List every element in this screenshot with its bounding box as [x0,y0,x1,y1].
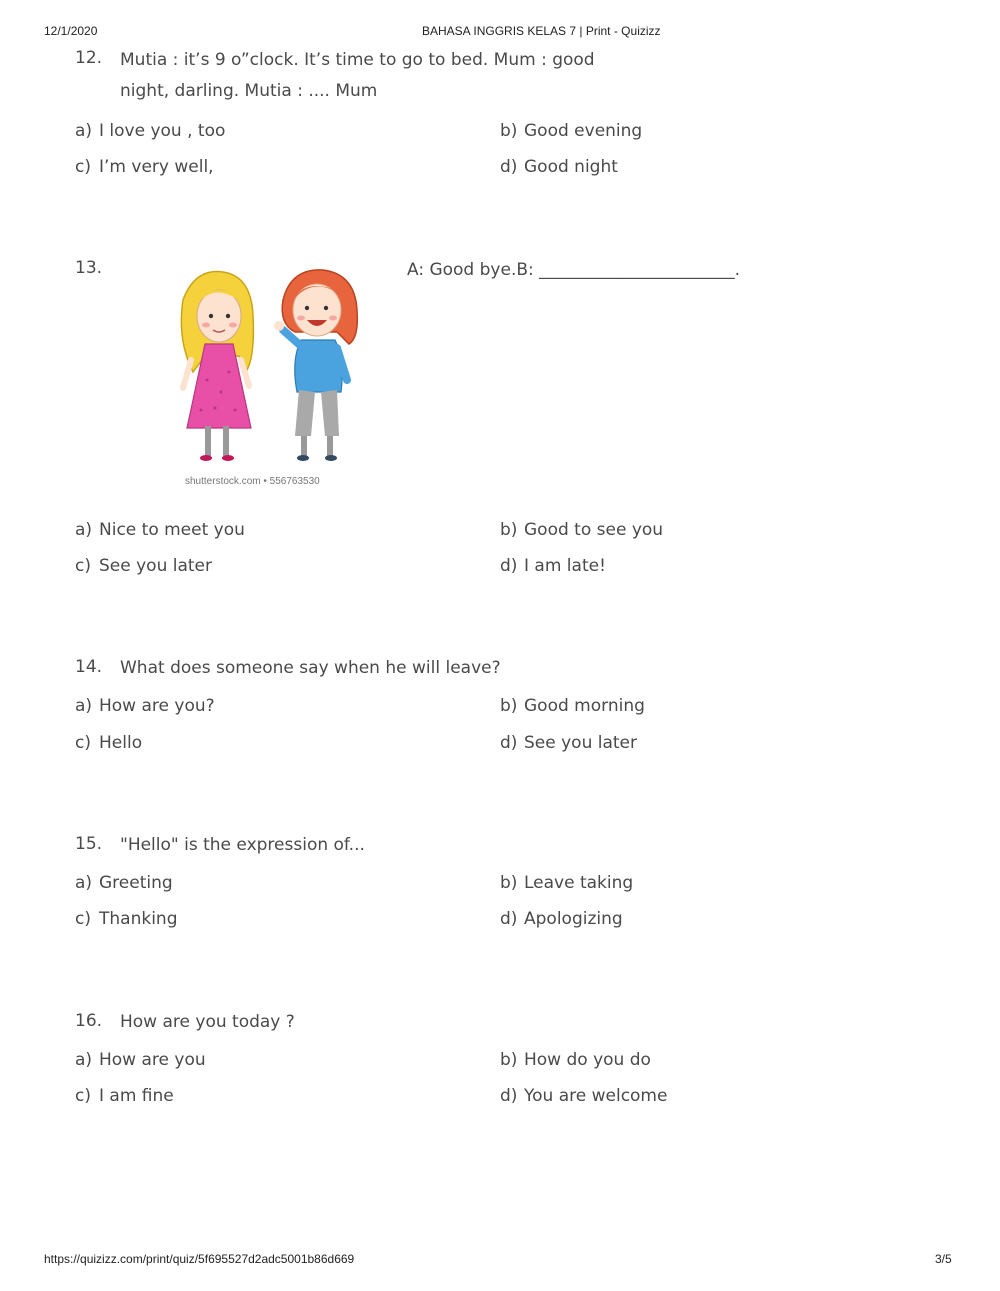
page-url: https://quizizz.com/print/quiz/5f695527d2adc5001b86d669 [44,1252,355,1266]
option-b[interactable]: b) Good evening [500,121,643,141]
option-d[interactable]: d) I am late! [500,556,606,576]
option-a[interactable]: a) Greeting [75,873,173,893]
option-a[interactable]: a) Nice to meet you [75,520,245,540]
question-number: 14. [75,657,103,677]
option-a[interactable]: a) I love you , too [75,121,226,141]
option-c[interactable]: c) See you later [75,556,213,576]
two-girls-illustration [155,260,395,490]
option-c[interactable]: c) Hello [75,733,143,753]
page-number: 3/5 [935,1252,952,1266]
question-number: 16. [75,1011,103,1031]
option-c[interactable]: c) I am fine [75,1086,174,1106]
option-d[interactable]: d) Good night [500,157,618,177]
option-b[interactable]: b) Good morning [500,696,645,716]
question-text: "Hello" is the expression of... [120,835,365,855]
option-c[interactable]: c) I’m very well, [75,157,214,177]
option-a[interactable]: a) How are you [75,1050,206,1070]
option-b[interactable]: b) Leave taking [500,873,634,893]
option-d[interactable]: d) Apologizing [500,909,623,929]
option-d[interactable]: d) See you later [500,733,638,753]
print-date: 12/1/2020 [44,24,98,38]
option-b[interactable]: b) How do you do [500,1050,651,1070]
print-title: BAHASA INGGRIS KELAS 7 | Print - Quizizz [422,24,661,38]
option-a[interactable]: a) How are you? [75,696,215,716]
option-d[interactable]: d) You are welcome [500,1086,668,1106]
question-number: 13. [75,258,103,278]
option-b[interactable]: b) Good to see you [500,520,664,540]
question-text: A: Good bye.B: _______________________. [407,260,741,280]
question-number: 15. [75,834,103,854]
redhead-girl [274,270,357,461]
question-13 [75,258,955,588]
question-number: 12. [75,48,103,68]
option-c[interactable]: c) Thanking [75,909,178,929]
question-text: How are you today ? [120,1012,295,1032]
blonde-girl [181,272,253,461]
question-text: What does someone say when he will leave? [120,658,501,678]
question-text: Mutia : it’s 9 o”clock. It’s time to go to bed. Mum : good night, darling. Mutia : .... Mum [120,50,595,101]
image-credit: shutterstock.com • 556763530 [185,476,320,487]
